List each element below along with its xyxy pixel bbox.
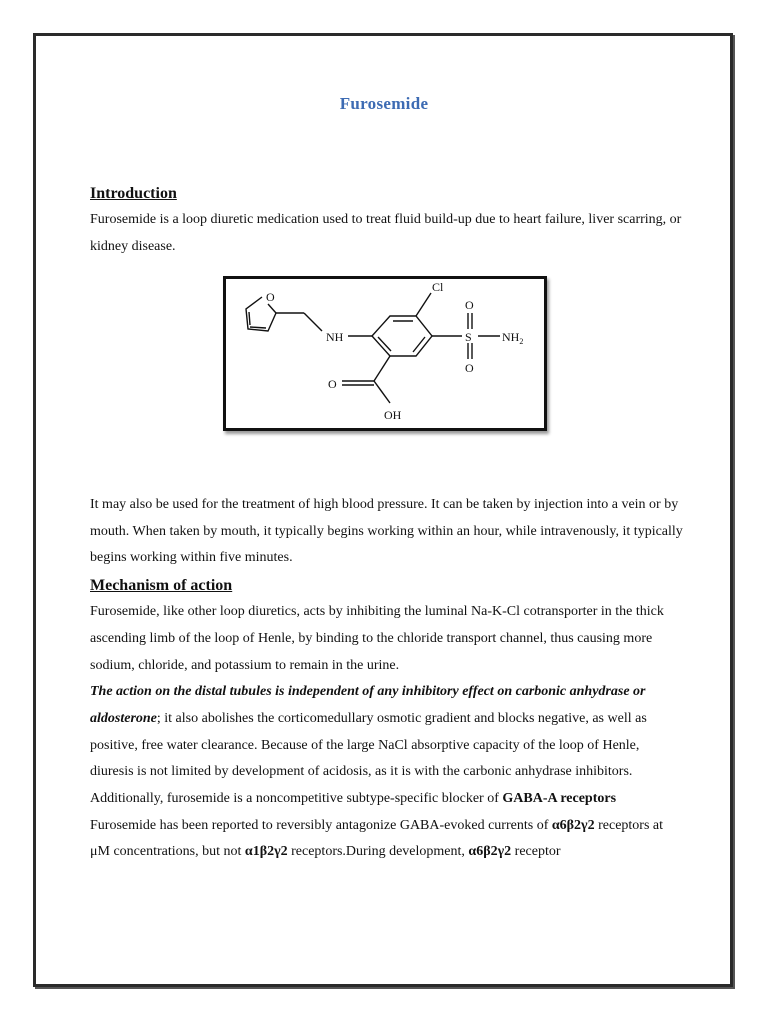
sulfonyl-oxygen-top-label: O [465,298,474,312]
document-title: Furosemide [339,94,429,113]
sulfur-label: S [465,330,472,344]
gaba-a-emphasis: GABA-A receptors [502,791,617,807]
carbonyl-oxygen-label: O [328,377,337,391]
intro-heading: Introduction [90,185,177,202]
chlorine-label: Cl [432,280,444,294]
intro-section [90,181,685,260]
intro-paragraph: Furosemide is a loop diuretic medication used to treat fluid build-up due to heart failure, liver scarring, or kidney disease. [90,212,682,254]
body-section [90,492,685,866]
sulfonyl-oxygen-bottom-label: O [465,361,474,375]
furan-oxygen-label: O [266,290,275,304]
distal-tubule-emphasis: The action on the distal tubules is independent of any inhibitory effect on carbonic anhydrase or aldosterone [90,684,646,726]
mechanism-heading: Mechanism of action [90,577,233,595]
amine-label: $NH_2$ [502,330,524,346]
hydroxyl-label: OH [384,408,402,422]
mechanism-paragraph-3: Additionally, furosemide is a noncompetitive subtype-specific blocker of GABA-A receptors Furosemide has been reported to reversibly antagonize GABA-evoked currents of α6β2γ2 receptors at μM concentrations, but not α1β2γ2 receptors.During development, α6β2γ2 receptor [90,791,664,860]
mechanism-paragraph-2: The action on the distal tubules is independent of any inhibitory effect on carbonic anhydrase or aldosterone; it also abolishes the corticomedullary osmotic gradient and blocks negative, as well as positive, free water clearance. Because of the large NaCl absorptive capacity of the loop of Henle, diuresis is not limited by development of acidosis, as it is with the carbonic anhydrase inhibitors. [90,684,647,780]
furosemide-structure-figure [223,276,547,431]
nh-label: NH [326,330,344,344]
mechanism-paragraph-1: Furosemide, like other loop diuretics, acts by inhibiting the luminal Na-K-Cl cotransporter in the thick ascending limb of the loop of Henle, by binding to the chloride transport channel, thus causing more sodium, chloride, and potassium to remain in the urine. [90,604,664,673]
usage-paragraph: It may also be used for the treatment of high blood pressure. It can be taken by injection into a vein or by mouth. When taken by mouth, it typically begins working within an hour, while intravenously, it typically begins working within five minutes. [90,497,683,566]
